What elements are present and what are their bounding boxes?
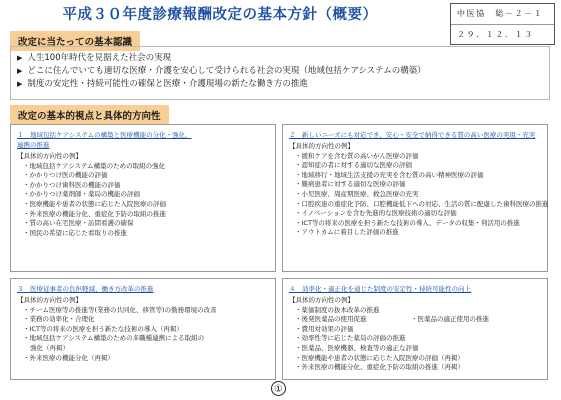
example-label: 【具体的方向性の例】 (17, 296, 82, 304)
list-item-pair (289, 315, 541, 325)
list-item: ・難病患者に対する適切な医療の評価 (295, 180, 406, 189)
list-item: ・かかりつけ歯科医の機能の評価 (23, 180, 121, 189)
list-item: ・業務の効率化・合理化 (23, 315, 95, 324)
list-item: ・医薬品の適正使用の推進 (411, 315, 489, 324)
list-item: ・後発医薬品の使用促進 (295, 315, 367, 324)
triangle-bullet-icon: ▶ (17, 80, 23, 88)
list-item: ・口腔疾患の重症化予防、口腔機能低下への対応、生活の質に配慮した歯科医療の推進 (295, 199, 549, 208)
basic-recognition-box (10, 46, 550, 100)
panel-heading: 連携の推進 (17, 141, 50, 149)
reference-committee: 中医協 総－２－１ (451, 4, 554, 25)
list-item: ・外来医療の機能分化（再掲） (23, 353, 114, 362)
basic-item: ▶ どこに住んでいても適切な医療・介護を安心して受けられる社会の実現（地域包括ケアシステムの構築） (17, 66, 426, 76)
panel-heading: ３ 医療従事者の負担軽減、働き方改革の推進 (17, 285, 154, 293)
list-item: ・小児医療、周産期医療、救急医療の充実 (295, 189, 419, 198)
panel-heading: ４ 効率化・適正化を通じた制度の安定性・持続可能性の向上 (289, 285, 471, 293)
list-item: ・医療機能や患者の状態に応じた入院医療の評価 (23, 199, 166, 208)
list-item: ・費用対効果の評価 (295, 324, 354, 333)
viewpoint-panel-1 (10, 124, 276, 272)
reference-date: ２９．１２．１３ (457, 30, 534, 39)
panel-heading: １ 地域包括ケアシステムの構築と医療機能の分化・強化、 (17, 131, 192, 139)
list-item: ・外来医療の機能分化、重症化予防の取組の推進（再掲） (295, 363, 464, 372)
list-item: ・アウトカムに着目した評価の推進 (295, 228, 399, 237)
list-item: ・認知症の者に対する適切な医療の評価 (295, 161, 412, 170)
basic-item: ▶ 制度の安定性・持続可能性の確保と医療・介護現場の新たな働き方の推進 (17, 79, 308, 89)
page-marker: ① (271, 381, 286, 396)
list-item: ・地域移行・地域生活支援の充実を含む質の高い精神医療の評価 (295, 170, 484, 179)
list-item: ・チーム医療等の推進等(業務の共同化、移管等)の勤務環境の改善 (23, 305, 217, 314)
viewpoint-panel-3 (10, 278, 276, 380)
document-reference-box (450, 3, 555, 45)
viewpoint-panel-4 (282, 278, 548, 380)
list-item: ・国民の希望に応じた看取りの推進 (23, 228, 127, 237)
basic-recognition-header: 改定に当たっての基本認識 (10, 31, 140, 51)
list-item: ・かかりつけ薬剤師・薬局の機能の評価 (23, 190, 140, 199)
list-item: ・質の高い在宅医療・訪問看護の確保 (23, 219, 134, 228)
triangle-bullet-icon: ▶ (17, 67, 23, 75)
list-item: ・イノベーションを含む先進的な医療技術の適切な評価 (295, 209, 457, 218)
triangle-bullet-icon: ▶ (17, 54, 23, 62)
viewpoints-header: 改定の基本的視点と具体的方向性 (10, 105, 169, 125)
example-label: 【具体的方向性の例】 (289, 142, 354, 150)
list-item: ・効率性等に応じた薬局の評価の推進 (295, 334, 406, 343)
list-item-continuation: 強化（再掲） (30, 343, 69, 352)
list-item: ・ICT等の将来の医療を担う新たな技術の導入、データの収集・利活用の推進 (295, 218, 520, 227)
panel-heading: ２ 新しいニーズにも対応でき、安心・安全で納得できる質の高い医療の実現・充実 (289, 131, 536, 139)
list-item: ・緩和ケアを含む質の高いがん医療の評価 (295, 151, 419, 160)
list-item: ・医療機能や患者の状態に応じた入院医療の評価（再掲） (295, 353, 464, 362)
list-item: ・地域包括ケアシステム構築のための多職種連携による取組の (23, 334, 205, 343)
list-item: ・地域包括ケアシステム構築のための取組の強化 (23, 161, 166, 170)
example-label: 【具体的方向性の例】 (17, 152, 82, 160)
viewpoint-panel-2 (282, 124, 548, 272)
example-label: 【具体的方向性の例】 (289, 296, 354, 304)
list-item: ・外来医療の機能分化、重症化予防の取組の推進 (23, 209, 166, 218)
list-item: ・薬価制度の抜本改革の推進 (295, 305, 380, 314)
list-item: ・ICT等の将来の医療を担う新たな技術の導入（再掲） (23, 324, 183, 333)
page-title: 平成３０年度診療報酬改定の基本方針（概要） (62, 7, 378, 23)
list-item: ・医薬品、医療機器、検査等の適正な評価 (295, 343, 419, 352)
list-item: ・かかりつけ医の機能の評価 (23, 171, 108, 180)
basic-item: ▶ 人生100年時代を見据えた社会の実現 (17, 53, 172, 63)
